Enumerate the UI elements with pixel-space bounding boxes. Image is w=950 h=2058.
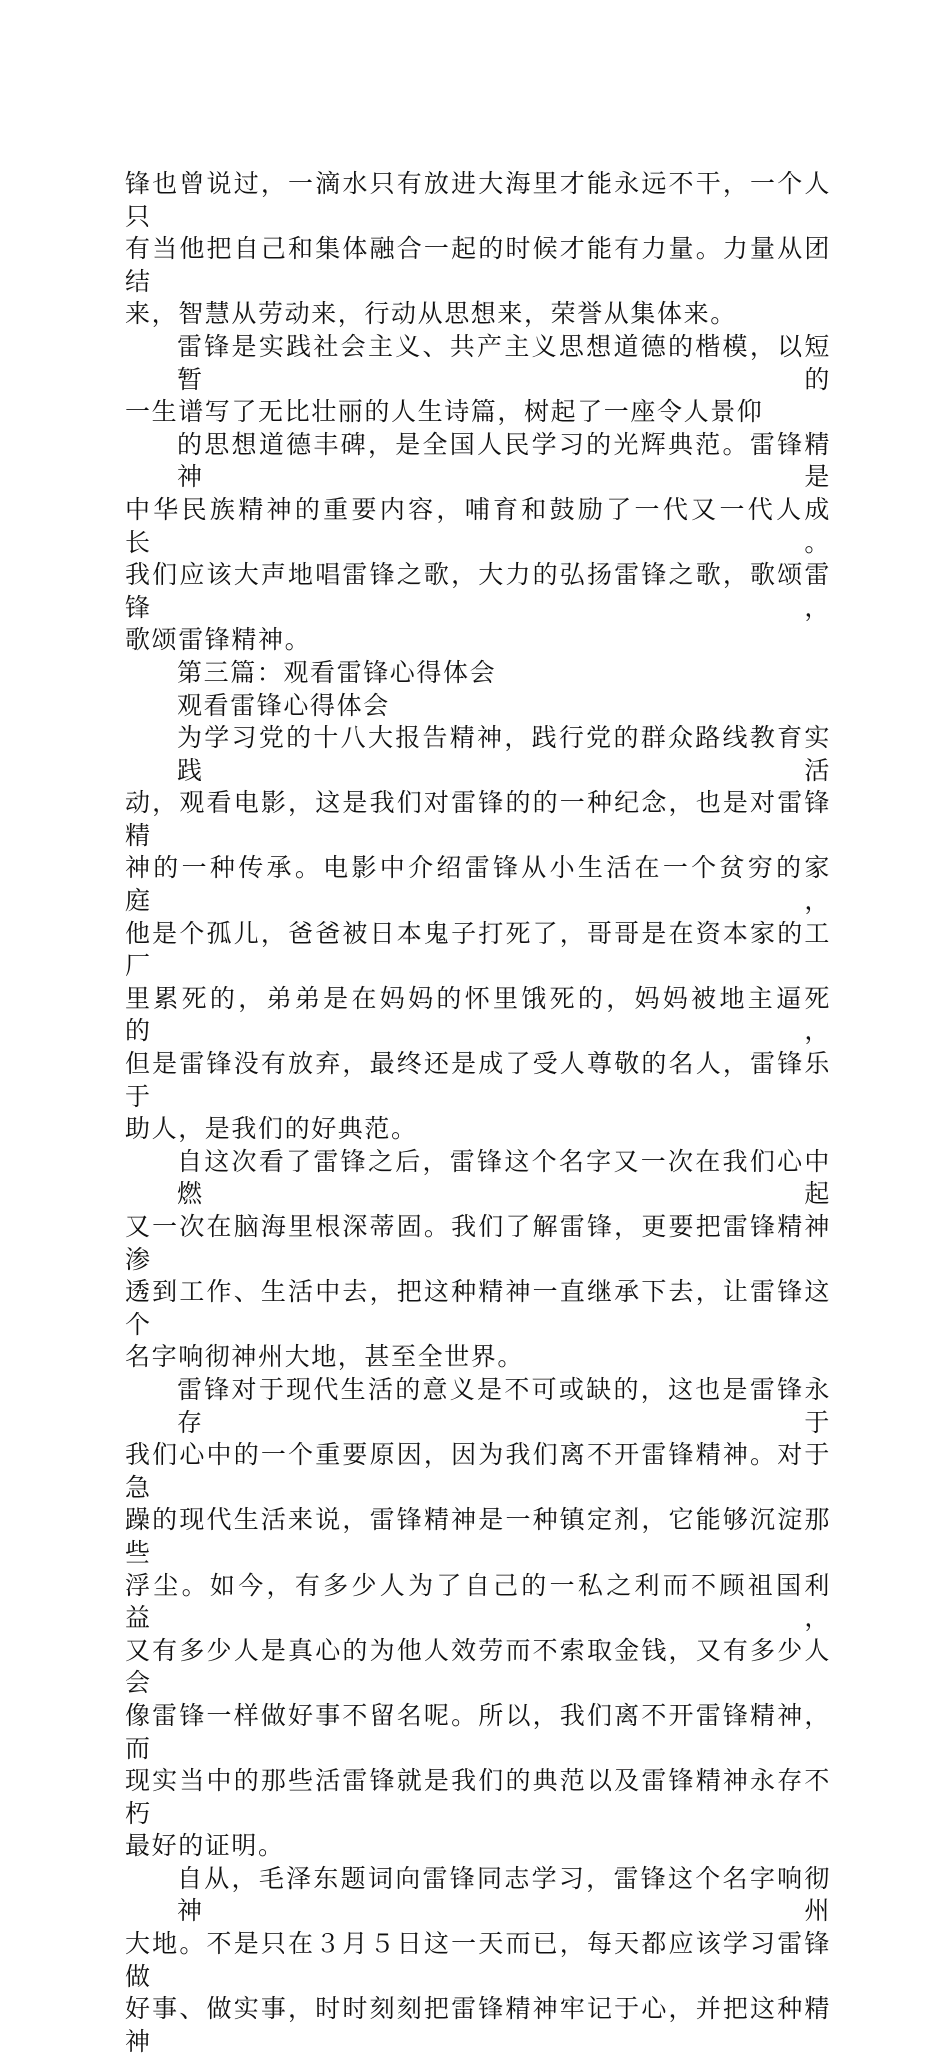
text-line: 里累死的，弟弟是在妈妈的怀里饿死的，妈妈被地主逼死的，	[125, 983, 831, 1046]
text-line: 中华民族精神的重要内容，哺育和鼓励了一代又一代人成长。	[125, 494, 831, 557]
text-line: 神的一种传承。电影中介绍雷锋从小生活在一个贫穷的家庭，	[125, 853, 831, 916]
text-line: 大地。不是只在３月５日这一天而已，每天都应该学习雷锋做	[125, 1929, 831, 1991]
text-line: 又有多少人是真心的为他人效劳而不索取金钱，又有多少人会	[125, 1635, 831, 1698]
text-line: 自从，毛泽东题词向雷锋同志学习，雷锋这个名字响彻神州	[177, 1863, 831, 1926]
text-line: 雷锋对于现代生活的意义是不可或缺的，这也是雷锋永存于	[177, 1374, 831, 1437]
text-line: 名字响彻神州大地，甚至全世界。	[125, 1342, 525, 1372]
text-line: 最好的证明。	[125, 1831, 285, 1861]
text-line: 歌颂雷锋精神。	[125, 625, 312, 655]
text-line: 助人，是我们的好典范。	[125, 1114, 418, 1144]
text-line: 我们应该大声地唱雷锋之歌，大力的弘扬雷锋之歌，歌颂雷锋，	[125, 560, 831, 622]
text-line: 的思想道德丰碑，是全国人民学习的光辉典范。雷锋精神是	[177, 429, 831, 492]
text-line: 雷锋是实践社会主义、共产主义思想道德的楷模，以短暂的	[177, 331, 831, 394]
text-line: 他是个孤儿，爸爸被日本鬼子打死了，哥哥是在资本家的工厂	[125, 918, 831, 981]
text-line: 我们心中的一个重要原因，因为我们离不开雷锋精神。对于急	[125, 1440, 831, 1502]
text-line: 浮尘。如今，有多少人为了自己的一私之利而不顾祖国利益，	[125, 1570, 831, 1633]
text-line: 现实当中的那些活雷锋就是我们的典范以及雷锋精神永存不朽	[125, 1766, 831, 1828]
text-line: 又一次在脑海里根深蒂固。我们了解雷锋，更要把雷锋精神渗	[125, 1212, 831, 1274]
text-line: 但是雷锋没有放弃，最终还是成了受人尊敬的名人，雷锋乐于	[125, 1049, 831, 1111]
text-line: 动，观看电影，这是我们对雷锋的的一种纪念，也是对雷锋精	[125, 788, 831, 850]
text-line: 一生谱写了无比壮丽的人生诗篇，树起了一座令人景仰	[125, 397, 764, 427]
text-line: 透到工作、生活中去，把这种精神一直继承下去，让雷锋这个	[125, 1277, 831, 1339]
text-line: 锋也曾说过，一滴水只有放进大海里才能永远不干，一个人只	[125, 169, 831, 231]
text-line: 有当他把自己和集体融合一起的时候才能有力量。力量从团结	[125, 234, 831, 296]
text-line: 第三篇：观看雷锋心得体会	[177, 657, 497, 687]
text-line: 躁的现代生活来说，雷锋精神是一种镇定剂，它能够沉淀那些	[125, 1505, 831, 1567]
text-line: 来，智慧从劳动来，行动从思想来，荣誉从集体来。	[125, 299, 737, 329]
text-line: 像雷锋一样做好事不留名呢。所以，我们离不开雷锋精神，而	[125, 1700, 831, 1763]
text-line: 自这次看了雷锋之后，雷锋这个名字又一次在我们心中燃起	[177, 1146, 831, 1209]
text-line: 为学习党的十八大报告精神，践行党的群众路线教育实践活	[177, 723, 831, 785]
document-page	[125, 168, 831, 2058]
text-line: 好事、做实事，时时刻刻把雷锋精神牢记于心，并把这种精神	[125, 1994, 831, 2056]
text-line: 观看雷锋心得体会	[177, 690, 390, 720]
